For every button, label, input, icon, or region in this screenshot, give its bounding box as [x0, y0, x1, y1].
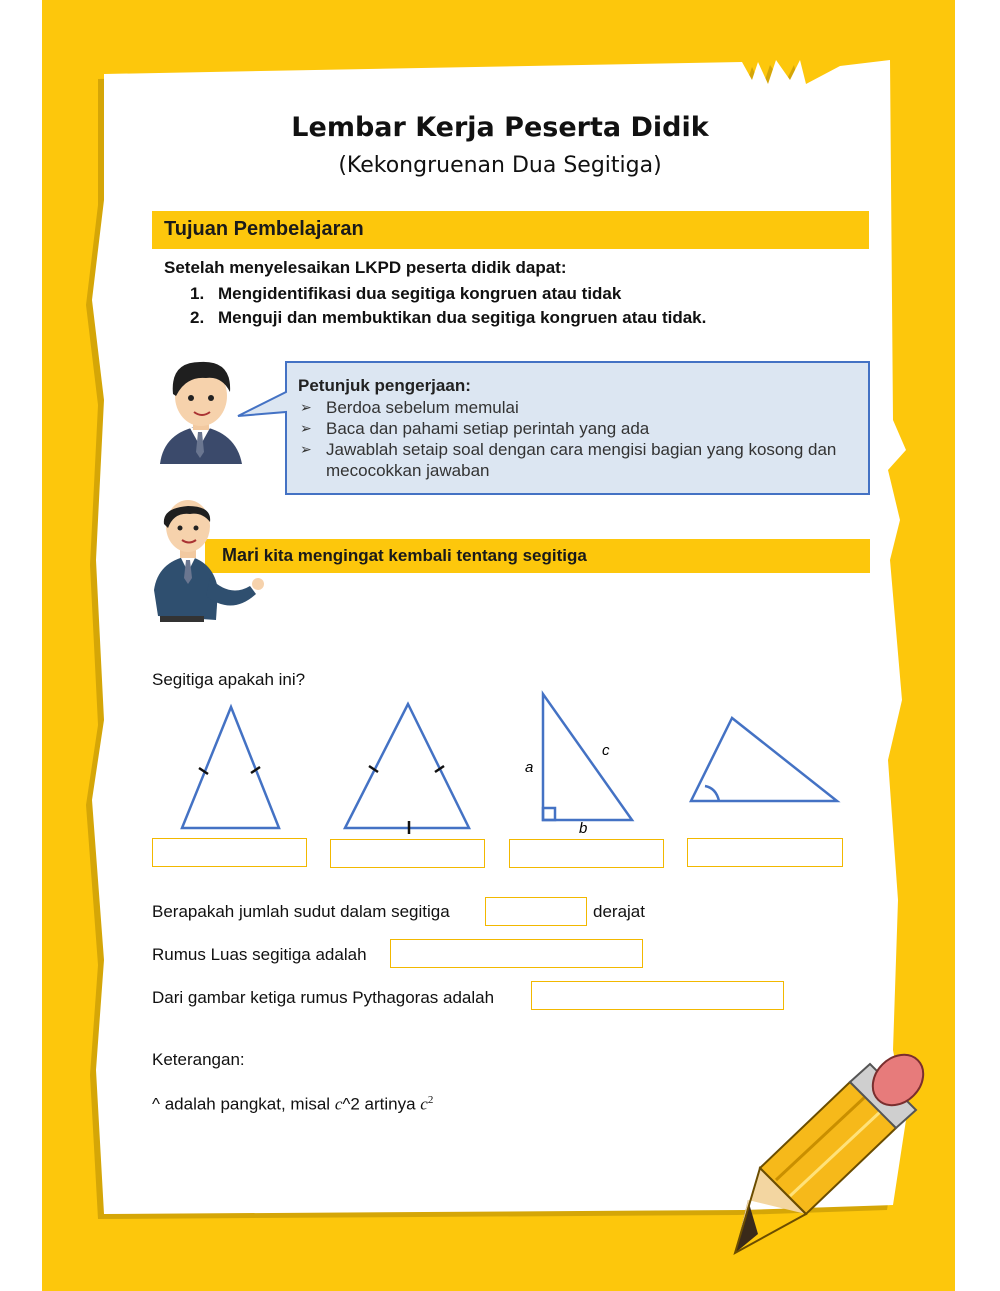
- objective-number: 1.: [190, 284, 205, 303]
- objective-text: Menguji dan membuktikan dua segitiga kongruen atau tidak.: [218, 308, 707, 327]
- notes-variable-2: c: [420, 1094, 428, 1114]
- objective-text: Mengidentifikasi dua segitiga kongruen atau tidak: [218, 284, 622, 303]
- triangle-question: Segitiga apakah ini?: [152, 670, 306, 689]
- triangle-answer-1-input[interactable]: [152, 838, 307, 867]
- objective-item: [190, 282, 706, 306]
- instruction-text: Baca dan pahami setiap perintah yang ada: [326, 419, 650, 438]
- instruction-item: [298, 397, 858, 418]
- triangle-answer-2-input[interactable]: [330, 839, 485, 868]
- side-label-b: b: [579, 820, 588, 837]
- notes-text: [152, 1094, 433, 1115]
- question-area-formula: Rumus Luas segitiga adalah: [152, 945, 367, 964]
- arrow-bullet-icon: ➢: [300, 399, 312, 415]
- triangle-answer-4-input[interactable]: [687, 838, 843, 867]
- objectives-heading: Tujuan Pembelajaran: [164, 218, 364, 240]
- instruction-item: [298, 418, 858, 439]
- notes-variable: c: [334, 1094, 343, 1114]
- review-heading: [222, 545, 587, 566]
- instruction-item: [298, 439, 858, 481]
- triangle-answer-3-input[interactable]: [509, 839, 664, 868]
- notes-label: Keterangan:: [152, 1050, 245, 1069]
- objectives-intro: Setelah menyelesaikan LKPD peserta didik dapat:: [164, 258, 567, 277]
- arrow-bullet-icon: ➢: [300, 441, 312, 457]
- side-label-a: a: [525, 759, 534, 776]
- side-label-c: c: [602, 742, 610, 759]
- question-angle-sum: Berapakah jumlah sudut dalam segitiga: [152, 902, 450, 921]
- objective-item: [190, 306, 706, 330]
- page-subtitle: (Kekongruenan Dua Segitiga): [338, 153, 662, 178]
- angle-sum-input[interactable]: [485, 897, 587, 926]
- objectives-list: [190, 282, 706, 330]
- notes-superscript: 2: [427, 1094, 434, 1106]
- notes-text-part1: ^ adalah pangkat, misal: [152, 1094, 335, 1114]
- page-title: Lembar Kerja Peserta Didik: [291, 112, 709, 143]
- review-heading-prefix: Mari: [222, 545, 260, 565]
- objective-number: 2.: [190, 308, 205, 327]
- instruction-text: Berdoa sebelum memulai: [326, 398, 519, 417]
- arrow-bullet-icon: ➢: [300, 420, 312, 436]
- pythagoras-input[interactable]: [531, 981, 784, 1010]
- instructions-title: Petunjuk pengerjaan:: [298, 376, 471, 395]
- area-formula-input[interactable]: [390, 939, 643, 968]
- question-pythagoras: Dari gambar ketiga rumus Pythagoras adalah: [152, 988, 495, 1007]
- review-heading-rest: kita mengingat kembali tentang segitiga: [259, 546, 587, 565]
- question-angle-unit: derajat: [593, 902, 645, 921]
- instruction-text: Jawablah setaip soal dengan cara mengisi bagian yang kosong dan mecocokkan jawaban: [326, 440, 837, 480]
- instructions-list: [298, 397, 858, 481]
- notes-text-part2: ^2 artinya: [342, 1094, 421, 1114]
